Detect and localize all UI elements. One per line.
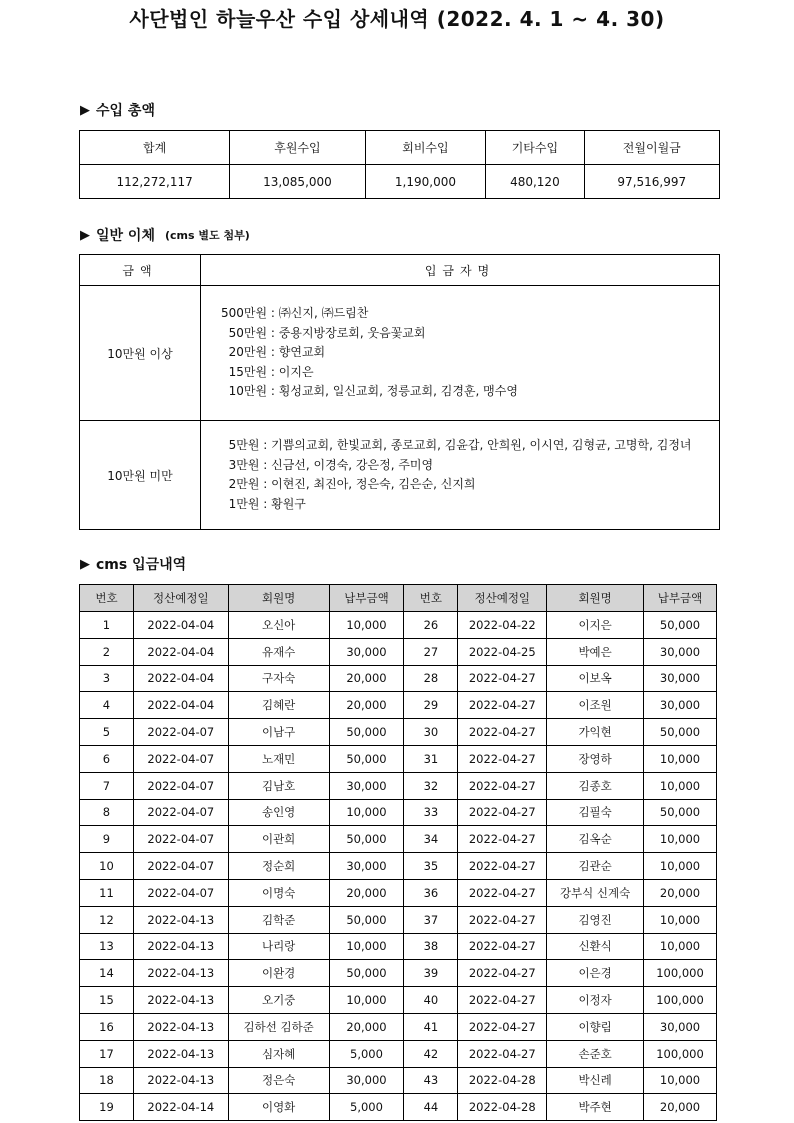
table-cell: 정은숙 bbox=[228, 1067, 329, 1094]
cms-header: 납부금액 bbox=[329, 585, 404, 612]
table-cell: 40 bbox=[404, 987, 458, 1014]
table-cell: 38 bbox=[404, 933, 458, 960]
totals-header: 기타수입 bbox=[486, 131, 584, 165]
table-row bbox=[80, 1013, 717, 1040]
table-cell: 2022-04-27 bbox=[458, 745, 547, 772]
table-cell: 구자숙 bbox=[228, 665, 329, 692]
table-cell: 2022-04-07 bbox=[133, 772, 228, 799]
table-cell: 2022-04-27 bbox=[458, 772, 547, 799]
table-cell: 이남구 bbox=[228, 719, 329, 746]
table-cell: 2022-04-04 bbox=[133, 638, 228, 665]
totals-value: 112,272,117 bbox=[80, 165, 230, 199]
donor-line: 10만원 : 횡성교회, 일신교회, 정릉교회, 김경훈, 맹수영 bbox=[221, 384, 518, 399]
table-cell: 오기중 bbox=[228, 987, 329, 1014]
table-cell: 50,000 bbox=[644, 612, 717, 639]
table-cell: 20,000 bbox=[329, 692, 404, 719]
table-cell: 28 bbox=[404, 665, 458, 692]
triangle-right-icon: ▶ bbox=[80, 227, 90, 243]
table-cell: 100,000 bbox=[644, 987, 717, 1014]
table-cell: 36 bbox=[404, 879, 458, 906]
table-cell: 30,000 bbox=[644, 692, 717, 719]
totals-header-row bbox=[80, 131, 720, 165]
table-cell: 20,000 bbox=[329, 879, 404, 906]
table-cell: 30 bbox=[404, 719, 458, 746]
table-cell: 50,000 bbox=[329, 745, 404, 772]
table-cell: 30,000 bbox=[644, 665, 717, 692]
table-cell: 김필숙 bbox=[547, 799, 644, 826]
table-cell: 10,000 bbox=[644, 1067, 717, 1094]
totals-value: 480,120 bbox=[486, 165, 584, 199]
table-cell: 강부식 신계숙 bbox=[547, 879, 644, 906]
table-cell: 19 bbox=[80, 1094, 134, 1121]
table-cell: 10,000 bbox=[644, 933, 717, 960]
table-cell: 이지은 bbox=[547, 612, 644, 639]
table-cell: 6 bbox=[80, 745, 134, 772]
donor-line: 5만원 : 기쁨의교회, 한빛교회, 종로교회, 김윤갑, 안희원, 이시연, 김형균, 고명학, 김정녀 bbox=[221, 438, 692, 452]
table-cell: 2 bbox=[80, 638, 134, 665]
general-row-over bbox=[80, 286, 720, 421]
cms-header: 회원명 bbox=[228, 585, 329, 612]
general-transfer-table bbox=[79, 254, 720, 530]
general-row-under bbox=[80, 421, 720, 530]
totals-heading-text: 수입 총액 bbox=[96, 103, 155, 119]
cms-header: 번호 bbox=[80, 585, 134, 612]
general-row-label: 10만원 이상 bbox=[80, 286, 201, 421]
cms-heading-text: cms 입금내역 bbox=[96, 557, 187, 573]
totals-heading bbox=[80, 100, 155, 120]
donor-line: 15만원 : 이지은 bbox=[221, 364, 314, 379]
table-cell: 김옥순 bbox=[547, 826, 644, 853]
table-cell: 2022-04-07 bbox=[133, 853, 228, 880]
table-cell: 9 bbox=[80, 826, 134, 853]
table-cell: 5 bbox=[80, 719, 134, 746]
table-cell: 이보옥 bbox=[547, 665, 644, 692]
table-cell: 34 bbox=[404, 826, 458, 853]
table-cell: 2022-04-28 bbox=[458, 1067, 547, 1094]
table-cell: 20,000 bbox=[329, 1013, 404, 1040]
table-cell: 32 bbox=[404, 772, 458, 799]
table-cell: 10,000 bbox=[329, 933, 404, 960]
table-cell: 30,000 bbox=[329, 853, 404, 880]
table-cell: 김남호 bbox=[228, 772, 329, 799]
table-cell: 10,000 bbox=[644, 745, 717, 772]
table-cell: 29 bbox=[404, 692, 458, 719]
table-cell: 12 bbox=[80, 906, 134, 933]
table-cell: 2022-04-13 bbox=[133, 960, 228, 987]
table-cell: 2022-04-07 bbox=[133, 799, 228, 826]
triangle-right-icon: ▶ bbox=[80, 556, 90, 572]
totals-value: 1,190,000 bbox=[365, 165, 486, 199]
depositor-column-header: 입금자명 bbox=[201, 255, 720, 286]
table-cell: 2022-04-27 bbox=[458, 960, 547, 987]
table-row bbox=[80, 638, 717, 665]
table-cell: 5,000 bbox=[329, 1094, 404, 1121]
table-cell: 이조원 bbox=[547, 692, 644, 719]
general-row-content bbox=[201, 286, 720, 421]
table-cell: 유재수 bbox=[228, 638, 329, 665]
table-cell: 김종호 bbox=[547, 772, 644, 799]
table-cell: 16 bbox=[80, 1013, 134, 1040]
table-row bbox=[80, 612, 717, 639]
table-cell: 가익현 bbox=[547, 719, 644, 746]
table-cell: 20,000 bbox=[329, 665, 404, 692]
table-cell: 2022-04-27 bbox=[458, 1013, 547, 1040]
cms-header: 납부금액 bbox=[644, 585, 717, 612]
table-cell: 17 bbox=[80, 1040, 134, 1067]
totals-value: 97,516,997 bbox=[584, 165, 719, 199]
table-cell: 2022-04-13 bbox=[133, 1067, 228, 1094]
table-cell: 이관희 bbox=[228, 826, 329, 853]
table-cell: 박예은 bbox=[547, 638, 644, 665]
donor-line: 500만원 : ㈜신지, ㈜드림찬 bbox=[221, 306, 369, 321]
table-cell: 30,000 bbox=[644, 638, 717, 665]
table-cell: 31 bbox=[404, 745, 458, 772]
table-cell: 10,000 bbox=[329, 612, 404, 639]
donor-line: 20만원 : 향연교회 bbox=[221, 345, 326, 360]
cms-header: 정산예정일 bbox=[133, 585, 228, 612]
table-cell: 39 bbox=[404, 960, 458, 987]
table-cell: 이명숙 bbox=[228, 879, 329, 906]
table-cell: 2022-04-14 bbox=[133, 1094, 228, 1121]
table-cell: 2022-04-07 bbox=[133, 826, 228, 853]
table-cell: 2022-04-27 bbox=[458, 853, 547, 880]
table-cell: 50,000 bbox=[329, 960, 404, 987]
table-cell: 2022-04-27 bbox=[458, 879, 547, 906]
table-row bbox=[80, 745, 717, 772]
totals-value: 13,085,000 bbox=[230, 165, 365, 199]
table-cell: 2022-04-27 bbox=[458, 906, 547, 933]
table-row bbox=[80, 719, 717, 746]
table-cell: 100,000 bbox=[644, 960, 717, 987]
table-cell: 2022-04-27 bbox=[458, 665, 547, 692]
table-cell: 2022-04-27 bbox=[458, 719, 547, 746]
table-cell: 35 bbox=[404, 853, 458, 880]
table-cell: 10,000 bbox=[644, 906, 717, 933]
table-cell: 44 bbox=[404, 1094, 458, 1121]
table-cell: 3 bbox=[80, 665, 134, 692]
cms-heading bbox=[80, 554, 186, 574]
table-cell: 10,000 bbox=[329, 799, 404, 826]
table-cell: 정순희 bbox=[228, 853, 329, 880]
general-header-row bbox=[80, 255, 720, 286]
table-cell: 4 bbox=[80, 692, 134, 719]
totals-header: 전월이월금 bbox=[584, 131, 719, 165]
table-cell: 이영화 bbox=[228, 1094, 329, 1121]
table-row bbox=[80, 987, 717, 1014]
table-cell: 50,000 bbox=[329, 906, 404, 933]
table-cell: 37 bbox=[404, 906, 458, 933]
totals-header: 회비수입 bbox=[365, 131, 486, 165]
table-cell: 15 bbox=[80, 987, 134, 1014]
donor-line: 2만원 : 이현진, 최진아, 정은숙, 김은순, 신지희 bbox=[221, 477, 476, 491]
table-cell: 13 bbox=[80, 933, 134, 960]
table-cell: 50,000 bbox=[329, 719, 404, 746]
table-cell: 2022-04-28 bbox=[458, 1094, 547, 1121]
table-cell: 43 bbox=[404, 1067, 458, 1094]
table-row bbox=[80, 1040, 717, 1067]
general-heading bbox=[80, 225, 250, 245]
table-row bbox=[80, 933, 717, 960]
table-cell: 손준호 bbox=[547, 1040, 644, 1067]
table-cell: 장영하 bbox=[547, 745, 644, 772]
table-cell: 2022-04-27 bbox=[458, 1040, 547, 1067]
table-cell: 27 bbox=[404, 638, 458, 665]
table-cell: 50,000 bbox=[644, 799, 717, 826]
table-row bbox=[80, 692, 717, 719]
table-cell: 41 bbox=[404, 1013, 458, 1040]
table-cell: 2022-04-27 bbox=[458, 692, 547, 719]
table-cell: 이향림 bbox=[547, 1013, 644, 1040]
table-cell: 42 bbox=[404, 1040, 458, 1067]
table-row bbox=[80, 772, 717, 799]
table-cell: 8 bbox=[80, 799, 134, 826]
table-cell: 7 bbox=[80, 772, 134, 799]
table-cell: 2022-04-27 bbox=[458, 799, 547, 826]
table-cell: 노재민 bbox=[228, 745, 329, 772]
table-cell: 2022-04-13 bbox=[133, 1040, 228, 1067]
table-cell: 50,000 bbox=[329, 826, 404, 853]
table-cell: 이은경 bbox=[547, 960, 644, 987]
table-cell: 2022-04-07 bbox=[133, 879, 228, 906]
table-cell: 11 bbox=[80, 879, 134, 906]
page-title: 사단법인 하늘우산 수입 상세내역 (2022. 4. 1 ~ 4. 30) bbox=[129, 7, 665, 31]
table-cell: 10,000 bbox=[329, 987, 404, 1014]
table-cell: 26 bbox=[404, 612, 458, 639]
table-cell: 33 bbox=[404, 799, 458, 826]
table-row bbox=[80, 853, 717, 880]
table-cell: 30,000 bbox=[644, 1013, 717, 1040]
table-cell: 김하선 김하준 bbox=[228, 1013, 329, 1040]
table-row bbox=[80, 799, 717, 826]
table-cell: 박주현 bbox=[547, 1094, 644, 1121]
general-heading-text: 일반 이체 bbox=[96, 228, 155, 244]
table-cell: 김관순 bbox=[547, 853, 644, 880]
donor-line: 3만원 : 신금선, 이경숙, 강은정, 주미영 bbox=[221, 457, 434, 472]
table-row bbox=[80, 665, 717, 692]
table-cell: 2022-04-27 bbox=[458, 933, 547, 960]
table-cell: 2022-04-07 bbox=[133, 719, 228, 746]
table-cell: 50,000 bbox=[644, 719, 717, 746]
donor-line: 1만원 : 황원구 bbox=[221, 496, 306, 511]
table-cell: 2022-04-27 bbox=[458, 987, 547, 1014]
table-cell: 20,000 bbox=[644, 1094, 717, 1121]
general-heading-note: (cms 별도 첨부) bbox=[164, 229, 250, 242]
cms-header: 정산예정일 bbox=[458, 585, 547, 612]
totals-header: 후원수입 bbox=[230, 131, 365, 165]
totals-table bbox=[79, 130, 720, 199]
table-cell: 2022-04-04 bbox=[133, 612, 228, 639]
table-cell: 30,000 bbox=[329, 638, 404, 665]
cms-deposit-table bbox=[79, 584, 717, 1121]
table-cell: 2022-04-07 bbox=[133, 745, 228, 772]
totals-value-row bbox=[80, 165, 720, 199]
table-cell: 10,000 bbox=[644, 826, 717, 853]
table-cell: 100,000 bbox=[644, 1040, 717, 1067]
table-cell: 심자혜 bbox=[228, 1040, 329, 1067]
table-cell: 송인영 bbox=[228, 799, 329, 826]
table-cell: 오신아 bbox=[228, 612, 329, 639]
table-cell: 2022-04-13 bbox=[133, 906, 228, 933]
cms-header: 번호 bbox=[404, 585, 458, 612]
table-cell: 14 bbox=[80, 960, 134, 987]
table-row bbox=[80, 906, 717, 933]
table-cell: 2022-04-27 bbox=[458, 826, 547, 853]
cms-header-row bbox=[80, 585, 717, 612]
table-cell: 2022-04-22 bbox=[458, 612, 547, 639]
amount-column-header: 금액 bbox=[80, 255, 201, 286]
cms-header: 회원명 bbox=[547, 585, 644, 612]
table-cell: 10,000 bbox=[644, 772, 717, 799]
table-cell: 30,000 bbox=[329, 772, 404, 799]
general-row-content bbox=[201, 421, 720, 530]
table-cell: 2022-04-13 bbox=[133, 1013, 228, 1040]
table-cell: 10,000 bbox=[644, 853, 717, 880]
table-cell: 김영진 bbox=[547, 906, 644, 933]
table-cell: 이완경 bbox=[228, 960, 329, 987]
table-cell: 2022-04-04 bbox=[133, 665, 228, 692]
table-cell: 2022-04-04 bbox=[133, 692, 228, 719]
table-cell: 5,000 bbox=[329, 1040, 404, 1067]
table-cell: 20,000 bbox=[644, 879, 717, 906]
cms-table-body bbox=[80, 612, 717, 1121]
triangle-right-icon: ▶ bbox=[80, 102, 90, 118]
table-cell: 10 bbox=[80, 853, 134, 880]
table-cell: 박신레 bbox=[547, 1067, 644, 1094]
table-cell: 2022-04-25 bbox=[458, 638, 547, 665]
table-cell: 이정자 bbox=[547, 987, 644, 1014]
table-cell: 2022-04-13 bbox=[133, 933, 228, 960]
table-cell: 18 bbox=[80, 1067, 134, 1094]
donor-line: 50만원 : 중용지방장로회, 웃음꽃교회 bbox=[221, 325, 426, 340]
table-cell: 2022-04-13 bbox=[133, 987, 228, 1014]
table-cell: 김혜란 bbox=[228, 692, 329, 719]
table-cell: 신환식 bbox=[547, 933, 644, 960]
totals-header: 합계 bbox=[80, 131, 230, 165]
table-row bbox=[80, 826, 717, 853]
table-cell: 1 bbox=[80, 612, 134, 639]
table-cell: 나리랑 bbox=[228, 933, 329, 960]
table-row bbox=[80, 1094, 717, 1121]
table-cell: 김학준 bbox=[228, 906, 329, 933]
table-cell: 30,000 bbox=[329, 1067, 404, 1094]
table-row bbox=[80, 879, 717, 906]
table-row bbox=[80, 1067, 717, 1094]
general-row-label: 10만원 미만 bbox=[80, 421, 201, 530]
table-row bbox=[80, 960, 717, 987]
